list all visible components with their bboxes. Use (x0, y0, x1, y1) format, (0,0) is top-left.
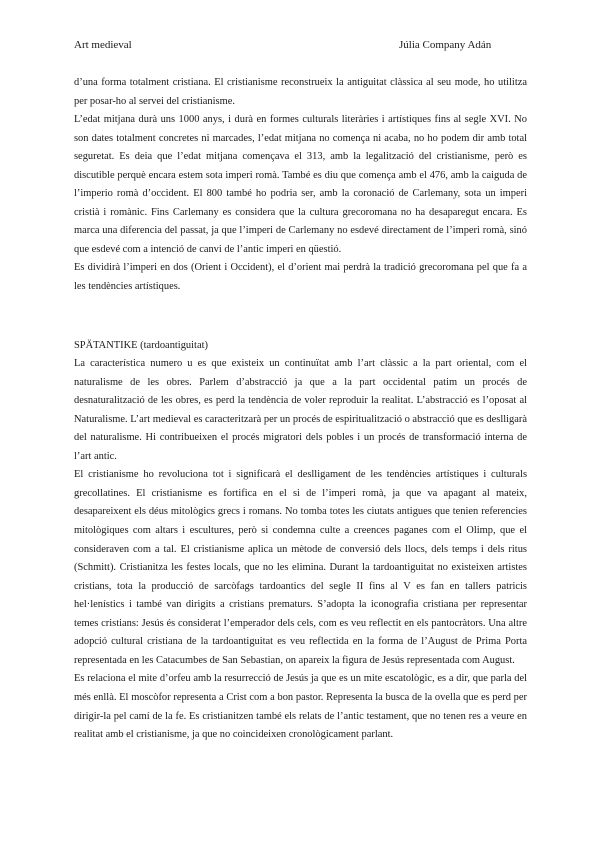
document-body (74, 74, 527, 745)
section-spacer (74, 297, 527, 337)
paragraph: El cristianisme ho revoluciona tot i significarà el deslligament de les tendències artístiques i culturals grecollatines. El cristianisme es fortifica en el si de l’imperi romà, ja que va apagant al mateix, desapareixent els déus mitològics grecs i romans. No tomba totes les ciutats antigues que tenien referencies mitològiques com altars i escultures, però si condemna culte a creences paganes com el Olimp, que el consideraven com a tal. El cristianisme aplica un mètode de conversió dels llocs, dels temps i dels ritus (Schmitt). Cristianitza les festes locals, que no les elimina. Durant la tardoantiguitat no existeixen artistes cristians, tota la producció de sarcòfags tardoantics del segle II fins al V es fan en tallers patricis hel·lenístics i també van dirigits a cristians prematurs. S’adopta la iconografia cristiana per representar temes cristians: Jesús és considerat l’emperador dels cels, com es veu reflectit en els pantocràtors. Una altre adopció cultural cristiana de la tardoantiguitat es veu reflectida en la forma de l’August de Prima Porta representada en les Catacumbes de San Sebastian, on apareix la figura de Jesús representada com August. (74, 469, 527, 666)
section-heading: SPÄTANTIKE (tardoantiguitat) (74, 339, 208, 351)
paragraph: Es dividirà l’imperi en dos (Orient i Occident), el d’orient mai perdrà la tradició grecoromana pel que fa a les tendències artístiques. (74, 262, 527, 293)
header-author: Júlia Company Adán (399, 39, 492, 51)
paragraph: La característica numero u es que existeix un continuïtat amb l’art clàssic a la part oriental, com el naturalisme de les obres. Parlem d’abstracció ja que a la part occidental patim un procés de desnaturalització de les obres, es perd la tendència de voler reproduir la realitat. L’abstracció es l’oposat al Naturalisme. L’art medieval es caracteritzarà per un procés de espiritualització o abstracció que es deslligarà del naturalisme. Hi contribueixen el procés migratori dels pobles i un procés de transformació interna de l’art antic. (74, 358, 527, 462)
paragraph: L’edat mitjana durà uns 1000 anys, i durà en formes culturals literàries i artístiques fins al segle XVI. No son dates totalment concretes ni marcades, l’edat mitjana no comença ni acaba, no ho podem dir amb total seguretat. Es deia que l’edat mitjana començava el 313, amb la legalització del cristianisme, però es discutible perquè encara estem sota imperi romà. També es diu que comença amb el 476, amb la caiguda de l’imperio romà d’occident. El 800 també ho podria ser, amb la coronació de Carlemany, sota un imperi cristià i romànic. Fins Carlemany es considera que la cultura grecoromana no ha desaparegut encara. Es marca una diferencia del passat, ja que l’imperi de Carlemany no esdevé directament de l’imperi romà, sinó que esdevé com a intenció de canvi de l’antic imperi en qüestió. (74, 114, 527, 255)
header-subject: Art medieval (74, 39, 132, 51)
paragraph: d’una forma totalment cristiana. El cristianisme reconstrueix la antiguitat clàssica al seu mode, ho utilitza per posar-ho al servei del cristianisme. (74, 77, 527, 107)
paragraph: Es relaciona el mite d’orfeu amb la resurrecció de Jesús ja que es un mite escatològic, es a dir, que parla del més enllà. El moscòfor representa a Crist com a bon pastor. Representa la busca de la ovella que es perd per dirigir-la pel camí de la fe. Es cristianitzen també els relats de l’antic testament, que no tenen res a veure en realitat amb el cristianisme, ja que no coincideixen cronològicament parlant. (74, 673, 527, 741)
